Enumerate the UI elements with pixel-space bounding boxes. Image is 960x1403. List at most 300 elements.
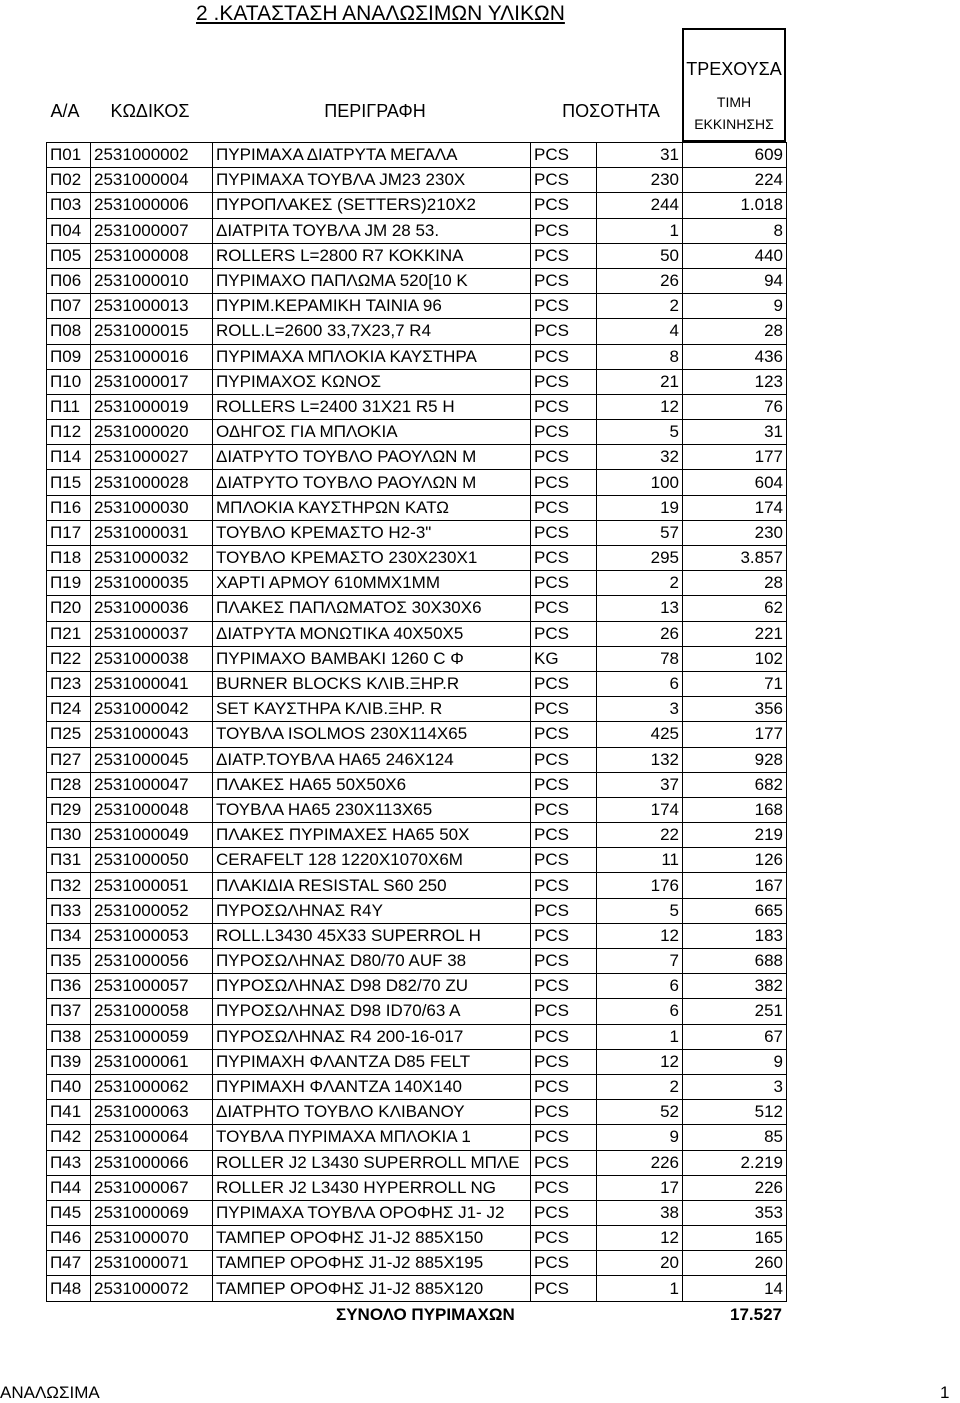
cell-price: 28 [683, 319, 787, 344]
cell-quantity: 52 [597, 1100, 683, 1125]
cell-unit: PCS [531, 369, 597, 394]
footer-page-number: 1 [940, 1383, 950, 1402]
cell-unit: PCS [531, 596, 597, 621]
table-row [47, 722, 787, 747]
cell-description: ΔΙΑΤΡΙΤΑ ΤΟΥΒΛΑ JM 28 53. [213, 218, 531, 243]
cell-unit: PCS [531, 797, 597, 822]
table-row [47, 1251, 787, 1276]
cell-quantity: 425 [597, 722, 683, 747]
cell-code: 2531000047 [91, 772, 213, 797]
table-row [47, 319, 787, 344]
cell-description: ΟΔΗΓΟΣ ΓΙΑ ΜΠΛΟΚΙΑ [213, 420, 531, 445]
cell-code: 2531000058 [91, 999, 213, 1024]
cell-code: 2531000016 [91, 344, 213, 369]
cell-quantity: 26 [597, 268, 683, 293]
cell-description: ΤΟΥΒΛΑ ΠΥΡΙΜΑΧΑ ΜΠΛΟΚΙΑ 1 [213, 1125, 531, 1150]
cell-description: ΔΙΑΤΡΥΤΟ ΤΟΥΒΛΟ ΡΑΟΥΛΩΝ Μ [213, 470, 531, 495]
cell-unit: PCS [531, 1200, 597, 1225]
cell-description: ΤΑΜΠΕΡ ΟΡΟΦΗΣ J1-J2 885X150 [213, 1226, 531, 1251]
total-value: 17.527 [730, 1305, 782, 1324]
cell-description: ΔΙΑΤΡΥΤΑ ΜΟΝΩΤΙΚΑ 40Χ50Χ5 [213, 621, 531, 646]
cell-quantity: 2 [597, 1074, 683, 1099]
cell-quantity: 2 [597, 294, 683, 319]
cell-quantity: 230 [597, 168, 683, 193]
cell-aa: Π37 [47, 999, 91, 1024]
cell-quantity: 132 [597, 747, 683, 772]
cell-code: 2531000019 [91, 394, 213, 419]
cell-description: ΔΙΑΤΡΥΤΟ ΤΟΥΒΛΟ ΡΑΟΥΛΩΝ Μ [213, 445, 531, 470]
cell-code: 2531000006 [91, 193, 213, 218]
cell-price: 440 [683, 243, 787, 268]
cell-quantity: 9 [597, 1125, 683, 1150]
cell-aa: Π07 [47, 294, 91, 319]
cell-quantity: 12 [597, 1226, 683, 1251]
cell-description: ΠΥΡΙΜ.ΚΕΡΑΜΙΚΗ ΤΑΙΝΙΑ 96 [213, 294, 531, 319]
cell-price: 102 [683, 646, 787, 671]
cell-quantity: 26 [597, 621, 683, 646]
table-row [47, 294, 787, 319]
cell-quantity: 31 [597, 143, 683, 168]
cell-aa: Π09 [47, 344, 91, 369]
cell-description: ΠΥΡΟΣΩΛΗΝΑΣ D98 D82/70 ZU [213, 974, 531, 999]
cell-aa: Π12 [47, 420, 91, 445]
table-row [47, 193, 787, 218]
cell-price: 609 [683, 143, 787, 168]
cell-price: 226 [683, 1175, 787, 1200]
cell-unit: PCS [531, 168, 597, 193]
cell-code: 2531000027 [91, 445, 213, 470]
cell-unit: PCS [531, 470, 597, 495]
cell-aa: Π35 [47, 949, 91, 974]
cell-description: ΠΛΑΚΕΣ ΠΑΠΛΩΜΑΤΟΣ 30Χ30Χ6 [213, 596, 531, 621]
cell-unit: PCS [531, 268, 597, 293]
cell-code: 2531000013 [91, 294, 213, 319]
cell-quantity: 22 [597, 823, 683, 848]
cell-price: 1.018 [683, 193, 787, 218]
table-row [47, 671, 787, 696]
cell-quantity: 6 [597, 999, 683, 1024]
table-row [47, 520, 787, 545]
cell-description: ΠΥΡΙΜΑΧΑ ΔΙΑΤΡΥΤΑ ΜΕΓΑΛΑ [213, 143, 531, 168]
table-row [47, 420, 787, 445]
cell-aa: Π01 [47, 143, 91, 168]
table-row [47, 1226, 787, 1251]
cell-description: ΔΙΑΤΡΗΤΟ ΤΟΥΒΛΟ ΚΛΙΒΑΝΟΥ [213, 1100, 531, 1125]
cell-unit: PCS [531, 520, 597, 545]
table-row [47, 1125, 787, 1150]
table-row [47, 646, 787, 671]
table-row [47, 143, 787, 168]
cell-description: ΜΠΛΟΚΙΑ ΚΑΥΣΤΗΡΩΝ ΚΑΤΩ [213, 495, 531, 520]
cell-description: ΠΥΡΙΜΑΧΑ ΤΟΥΒΛΑ JM23 230X [213, 168, 531, 193]
cell-price: 928 [683, 747, 787, 772]
cell-aa: Π33 [47, 898, 91, 923]
cell-code: 2531000002 [91, 143, 213, 168]
cell-unit: PCS [531, 747, 597, 772]
cell-quantity: 100 [597, 470, 683, 495]
cell-aa: Π05 [47, 243, 91, 268]
cell-code: 2531000059 [91, 1024, 213, 1049]
cell-quantity: 19 [597, 495, 683, 520]
cell-unit: PCS [531, 671, 597, 696]
header-price-line1: ΤΙΜΗ [716, 94, 752, 110]
cell-description: ΠΥΡΙΜΑΧΗ ΦΛΑΝΤΖΑ 140Χ140 [213, 1074, 531, 1099]
cell-code: 2531000020 [91, 420, 213, 445]
cell-code: 2531000048 [91, 797, 213, 822]
cell-code: 2531000064 [91, 1125, 213, 1150]
cell-aa: Π40 [47, 1074, 91, 1099]
cell-quantity: 13 [597, 596, 683, 621]
cell-aa: Π25 [47, 722, 91, 747]
table-row [47, 1200, 787, 1225]
cell-aa: Π47 [47, 1251, 91, 1276]
cell-price: 260 [683, 1251, 787, 1276]
cell-unit: PCS [531, 1074, 597, 1099]
cell-quantity: 17 [597, 1175, 683, 1200]
cell-description: ΤΑΜΠΕΡ ΟΡΟΦΗΣ J1-J2 885X195 [213, 1251, 531, 1276]
cell-description: ΔΙΑΤΡ.ΤΟΥΒΛΑ ΗΑ65 246Χ124 [213, 747, 531, 772]
cell-quantity: 11 [597, 848, 683, 873]
cell-aa: Π03 [47, 193, 91, 218]
cell-unit: PCS [531, 495, 597, 520]
cell-aa: Π16 [47, 495, 91, 520]
cell-unit: PCS [531, 218, 597, 243]
cell-quantity: 6 [597, 671, 683, 696]
table-row [47, 621, 787, 646]
cell-aa: Π11 [47, 394, 91, 419]
cell-code: 2531000041 [91, 671, 213, 696]
cell-aa: Π34 [47, 923, 91, 948]
cell-description: ΠΥΡΙΜΑΧΑ ΤΟΥΒΛΑ ΟΡΟΦΗΣ J1- J2 [213, 1200, 531, 1225]
cell-code: 2531000030 [91, 495, 213, 520]
cell-price: 94 [683, 268, 787, 293]
cell-quantity: 4 [597, 319, 683, 344]
cell-price: 219 [683, 823, 787, 848]
cell-unit: KG [531, 646, 597, 671]
cell-code: 2531000061 [91, 1049, 213, 1074]
cell-quantity: 1 [597, 1024, 683, 1049]
cell-code: 2531000052 [91, 898, 213, 923]
cell-quantity: 12 [597, 394, 683, 419]
cell-description: ROLLERS L=2800 R7 ΚΟΚΚΙΝΑ [213, 243, 531, 268]
cell-quantity: 57 [597, 520, 683, 545]
table-row [47, 823, 787, 848]
cell-aa: Π43 [47, 1150, 91, 1175]
cell-quantity: 244 [597, 193, 683, 218]
cell-quantity: 20 [597, 1251, 683, 1276]
cell-unit: PCS [531, 143, 597, 168]
cell-code: 2531000069 [91, 1200, 213, 1225]
cell-unit: PCS [531, 974, 597, 999]
footer-sheet-name: ΑΝΑΛΩΣΙΜΑ [0, 1383, 100, 1402]
cell-aa: Π17 [47, 520, 91, 545]
cell-description: ΤΟΥΒΛΑ ΗΑ65 230Χ113Χ65 [213, 797, 531, 822]
cell-code: 2531000035 [91, 571, 213, 596]
cell-aa: Π10 [47, 369, 91, 394]
cell-aa: Π30 [47, 823, 91, 848]
cell-unit: PCS [531, 621, 597, 646]
cell-code: 2531000049 [91, 823, 213, 848]
cell-quantity: 32 [597, 445, 683, 470]
cell-code: 2531000045 [91, 747, 213, 772]
cell-code: 2531000017 [91, 369, 213, 394]
cell-unit: PCS [531, 394, 597, 419]
cell-code: 2531000015 [91, 319, 213, 344]
cell-unit: PCS [531, 1276, 597, 1301]
cell-description: ΠΥΡΙΜΑΧΟ ΠΑΠΛΩΜΑ 520[10 Κ [213, 268, 531, 293]
header-description: ΠΕΡΙΓΡΑΦΗ [324, 101, 426, 121]
cell-price: 76 [683, 394, 787, 419]
cell-price: 224 [683, 168, 787, 193]
table-row [47, 268, 787, 293]
cell-description: ΠΛΑΚΙΔΙΑ RESISTAL S60 250 [213, 873, 531, 898]
cell-quantity: 6 [597, 974, 683, 999]
cell-quantity: 5 [597, 420, 683, 445]
cell-price: 3 [683, 1074, 787, 1099]
cell-quantity: 1 [597, 218, 683, 243]
cell-price: 183 [683, 923, 787, 948]
cell-code: 2531000051 [91, 873, 213, 898]
table-row [47, 848, 787, 873]
cell-price: 177 [683, 722, 787, 747]
cell-unit: PCS [531, 294, 597, 319]
cell-aa: Π24 [47, 697, 91, 722]
cell-aa: Π45 [47, 1200, 91, 1225]
cell-unit: PCS [531, 772, 597, 797]
table-row [47, 1024, 787, 1049]
table-row [47, 1074, 787, 1099]
cell-code: 2531000043 [91, 722, 213, 747]
table-row [47, 394, 787, 419]
cell-unit: PCS [531, 344, 597, 369]
cell-price: 31 [683, 420, 787, 445]
cell-description: ΤΟΥΒΛΟ ΚΡΕΜΑΣΤΟ Η2-3" [213, 520, 531, 545]
cell-aa: Π42 [47, 1125, 91, 1150]
cell-aa: Π15 [47, 470, 91, 495]
cell-description: BURNER BLOCKS ΚΛΙΒ.ΞΗΡ.R [213, 671, 531, 696]
cell-price: 230 [683, 520, 787, 545]
cell-description: ROLLER J2 L3430 SUPERROLL ΜΠΛΕ [213, 1150, 531, 1175]
table-row [47, 344, 787, 369]
table-row [47, 243, 787, 268]
cell-code: 2531000042 [91, 697, 213, 722]
cell-aa: Π41 [47, 1100, 91, 1125]
cell-unit: PCS [531, 420, 597, 445]
cell-unit: PCS [531, 848, 597, 873]
cell-quantity: 38 [597, 1200, 683, 1225]
cell-unit: PCS [531, 949, 597, 974]
cell-aa: Π14 [47, 445, 91, 470]
cell-unit: PCS [531, 319, 597, 344]
header-current: ΤΡΕΧΟΥΣΑ [686, 59, 782, 79]
table-row [47, 445, 787, 470]
cell-aa: Π29 [47, 797, 91, 822]
cell-code: 2531000066 [91, 1150, 213, 1175]
cell-aa: Π46 [47, 1226, 91, 1251]
cell-price: 3.857 [683, 546, 787, 571]
cell-aa: Π18 [47, 546, 91, 571]
page-title: 2 .ΚΑΤΑΣΤΑΣΗ ΑΝΑΛΩΣΙΜΩΝ ΥΛΙΚΩΝ [196, 2, 565, 25]
header-aa: Α/Α [50, 101, 80, 121]
cell-price: 382 [683, 974, 787, 999]
cell-price: 14 [683, 1276, 787, 1301]
cell-price: 67 [683, 1024, 787, 1049]
cell-code: 2531000070 [91, 1226, 213, 1251]
cell-unit: PCS [531, 546, 597, 571]
cell-aa: Π39 [47, 1049, 91, 1074]
cell-aa: Π44 [47, 1175, 91, 1200]
cell-unit: PCS [531, 193, 597, 218]
cell-code: 2531000056 [91, 949, 213, 974]
cell-price: 85 [683, 1125, 787, 1150]
cell-quantity: 8 [597, 344, 683, 369]
cell-description: ΠΥΡΙΜΑΧΑ ΜΠΛΟΚΙΑ ΚΑΥΣΤΗΡΑ [213, 344, 531, 369]
cell-code: 2531000062 [91, 1074, 213, 1099]
table-row [47, 495, 787, 520]
materials-table [46, 142, 787, 1302]
cell-code: 2531000057 [91, 974, 213, 999]
cell-description: ROLLER J2 L3430 HYPERROLL NG [213, 1175, 531, 1200]
cell-unit: PCS [531, 1049, 597, 1074]
cell-code: 2531000072 [91, 1276, 213, 1301]
cell-description: ROLL.L3430 45X33 SUPERROL H [213, 923, 531, 948]
cell-price: 251 [683, 999, 787, 1024]
table-row [47, 974, 787, 999]
table-row [47, 1100, 787, 1125]
cell-aa: Π38 [47, 1024, 91, 1049]
table-row [47, 772, 787, 797]
cell-code: 2531000071 [91, 1251, 213, 1276]
cell-quantity: 37 [597, 772, 683, 797]
cell-price: 9 [683, 294, 787, 319]
cell-quantity: 2 [597, 571, 683, 596]
cell-code: 2531000038 [91, 646, 213, 671]
table-row [47, 747, 787, 772]
cell-description: SET ΚΑΥΣΤΗΡΑ ΚΛΙΒ.ΞΗΡ. R [213, 697, 531, 722]
table-row [47, 1150, 787, 1175]
cell-price: 8 [683, 218, 787, 243]
cell-price: 665 [683, 898, 787, 923]
cell-price: 688 [683, 949, 787, 974]
cell-aa: Π20 [47, 596, 91, 621]
cell-price: 126 [683, 848, 787, 873]
cell-description: ΧΑΡΤΙ ΑΡΜΟΥ 610ΜΜΧ1ΜΜ [213, 571, 531, 596]
table-row [47, 923, 787, 948]
cell-description: ΠΛΑΚΕΣ ΠΥΡΙΜΑΧΕΣ ΗΑ65 50Χ [213, 823, 531, 848]
cell-quantity: 78 [597, 646, 683, 671]
cell-description: ΠΥΡΙΜΑΧΟΣ ΚΩΝΟΣ [213, 369, 531, 394]
table-row [47, 369, 787, 394]
table-row [47, 949, 787, 974]
cell-aa: Π08 [47, 319, 91, 344]
table-row [47, 546, 787, 571]
cell-code: 2531000067 [91, 1175, 213, 1200]
cell-price: 682 [683, 772, 787, 797]
cell-description: ΠΥΡΟΣΩΛΗΝΑΣ R4Y [213, 898, 531, 923]
cell-unit: PCS [531, 1024, 597, 1049]
cell-description: ΠΛΑΚΕΣ ΗΑ65 50Χ50Χ6 [213, 772, 531, 797]
cell-aa: Π48 [47, 1276, 91, 1301]
cell-price: 177 [683, 445, 787, 470]
table-row [47, 898, 787, 923]
cell-aa: Π27 [47, 747, 91, 772]
cell-unit: PCS [531, 823, 597, 848]
cell-unit: PCS [531, 722, 597, 747]
cell-description: ΠΥΡΙΜΑΧΟ ΒΑΜΒΑΚΙ 1260 C Φ [213, 646, 531, 671]
table-row [47, 697, 787, 722]
total-label: ΣΥΝΟΛΟ ΠΥΡΙΜΑΧΩΝ [336, 1305, 515, 1324]
cell-unit: PCS [531, 1150, 597, 1175]
cell-price: 28 [683, 571, 787, 596]
cell-unit: PCS [531, 898, 597, 923]
cell-quantity: 7 [597, 949, 683, 974]
cell-description: ΤΟΥΒΛΟ ΚΡΕΜΑΣΤΟ 230Χ230Χ1 [213, 546, 531, 571]
cell-price: 165 [683, 1226, 787, 1251]
table-row [47, 470, 787, 495]
cell-price: 174 [683, 495, 787, 520]
header-quantity: ΠΟΣΟΤΗΤΑ [562, 101, 660, 121]
cell-aa: Π36 [47, 974, 91, 999]
cell-quantity: 174 [597, 797, 683, 822]
cell-quantity: 12 [597, 923, 683, 948]
cell-price: 512 [683, 1100, 787, 1125]
cell-code: 2531000053 [91, 923, 213, 948]
cell-code: 2531000010 [91, 268, 213, 293]
cell-quantity: 176 [597, 873, 683, 898]
cell-quantity: 295 [597, 546, 683, 571]
table-row [47, 168, 787, 193]
cell-description: ΤΑΜΠΕΡ ΟΡΟΦΗΣ J1-J2 885X120 [213, 1276, 531, 1301]
cell-description: ΠΥΡΟΣΩΛΗΝΑΣ D80/70 AUF 38 [213, 949, 531, 974]
cell-unit: PCS [531, 1125, 597, 1150]
header-code: ΚΩΔΙΚΟΣ [110, 101, 190, 121]
cell-unit: PCS [531, 571, 597, 596]
cell-unit: PCS [531, 697, 597, 722]
cell-price: 9 [683, 1049, 787, 1074]
table-row [47, 1276, 787, 1301]
cell-description: ΠΥΡΟΠΛΑΚΕΣ (SETTERS)210Χ2 [213, 193, 531, 218]
cell-aa: Π28 [47, 772, 91, 797]
cell-quantity: 5 [597, 898, 683, 923]
cell-code: 2531000063 [91, 1100, 213, 1125]
cell-code: 2531000037 [91, 621, 213, 646]
cell-description: ΠΥΡΙΜΑΧΗ ΦΛΑΝΤΖΑ D85 FELT [213, 1049, 531, 1074]
cell-aa: Π02 [47, 168, 91, 193]
cell-code: 2531000032 [91, 546, 213, 571]
cell-unit: PCS [531, 1100, 597, 1125]
cell-unit: PCS [531, 1251, 597, 1276]
cell-code: 2531000007 [91, 218, 213, 243]
cell-unit: PCS [531, 243, 597, 268]
cell-aa: Π23 [47, 671, 91, 696]
cell-description: CERAFELT 128 1220X1070X6M [213, 848, 531, 873]
cell-price: 71 [683, 671, 787, 696]
cell-unit: PCS [531, 445, 597, 470]
cell-price: 436 [683, 344, 787, 369]
table-row [47, 1175, 787, 1200]
table-row [47, 596, 787, 621]
cell-quantity: 226 [597, 1150, 683, 1175]
table-row [47, 218, 787, 243]
cell-unit: PCS [531, 1175, 597, 1200]
cell-code: 2531000004 [91, 168, 213, 193]
cell-description: ROLLERS L=2400 31X21 R5 H [213, 394, 531, 419]
cell-aa: Π22 [47, 646, 91, 671]
cell-unit: PCS [531, 923, 597, 948]
cell-aa: Π19 [47, 571, 91, 596]
cell-aa: Π04 [47, 218, 91, 243]
cell-price: 356 [683, 697, 787, 722]
